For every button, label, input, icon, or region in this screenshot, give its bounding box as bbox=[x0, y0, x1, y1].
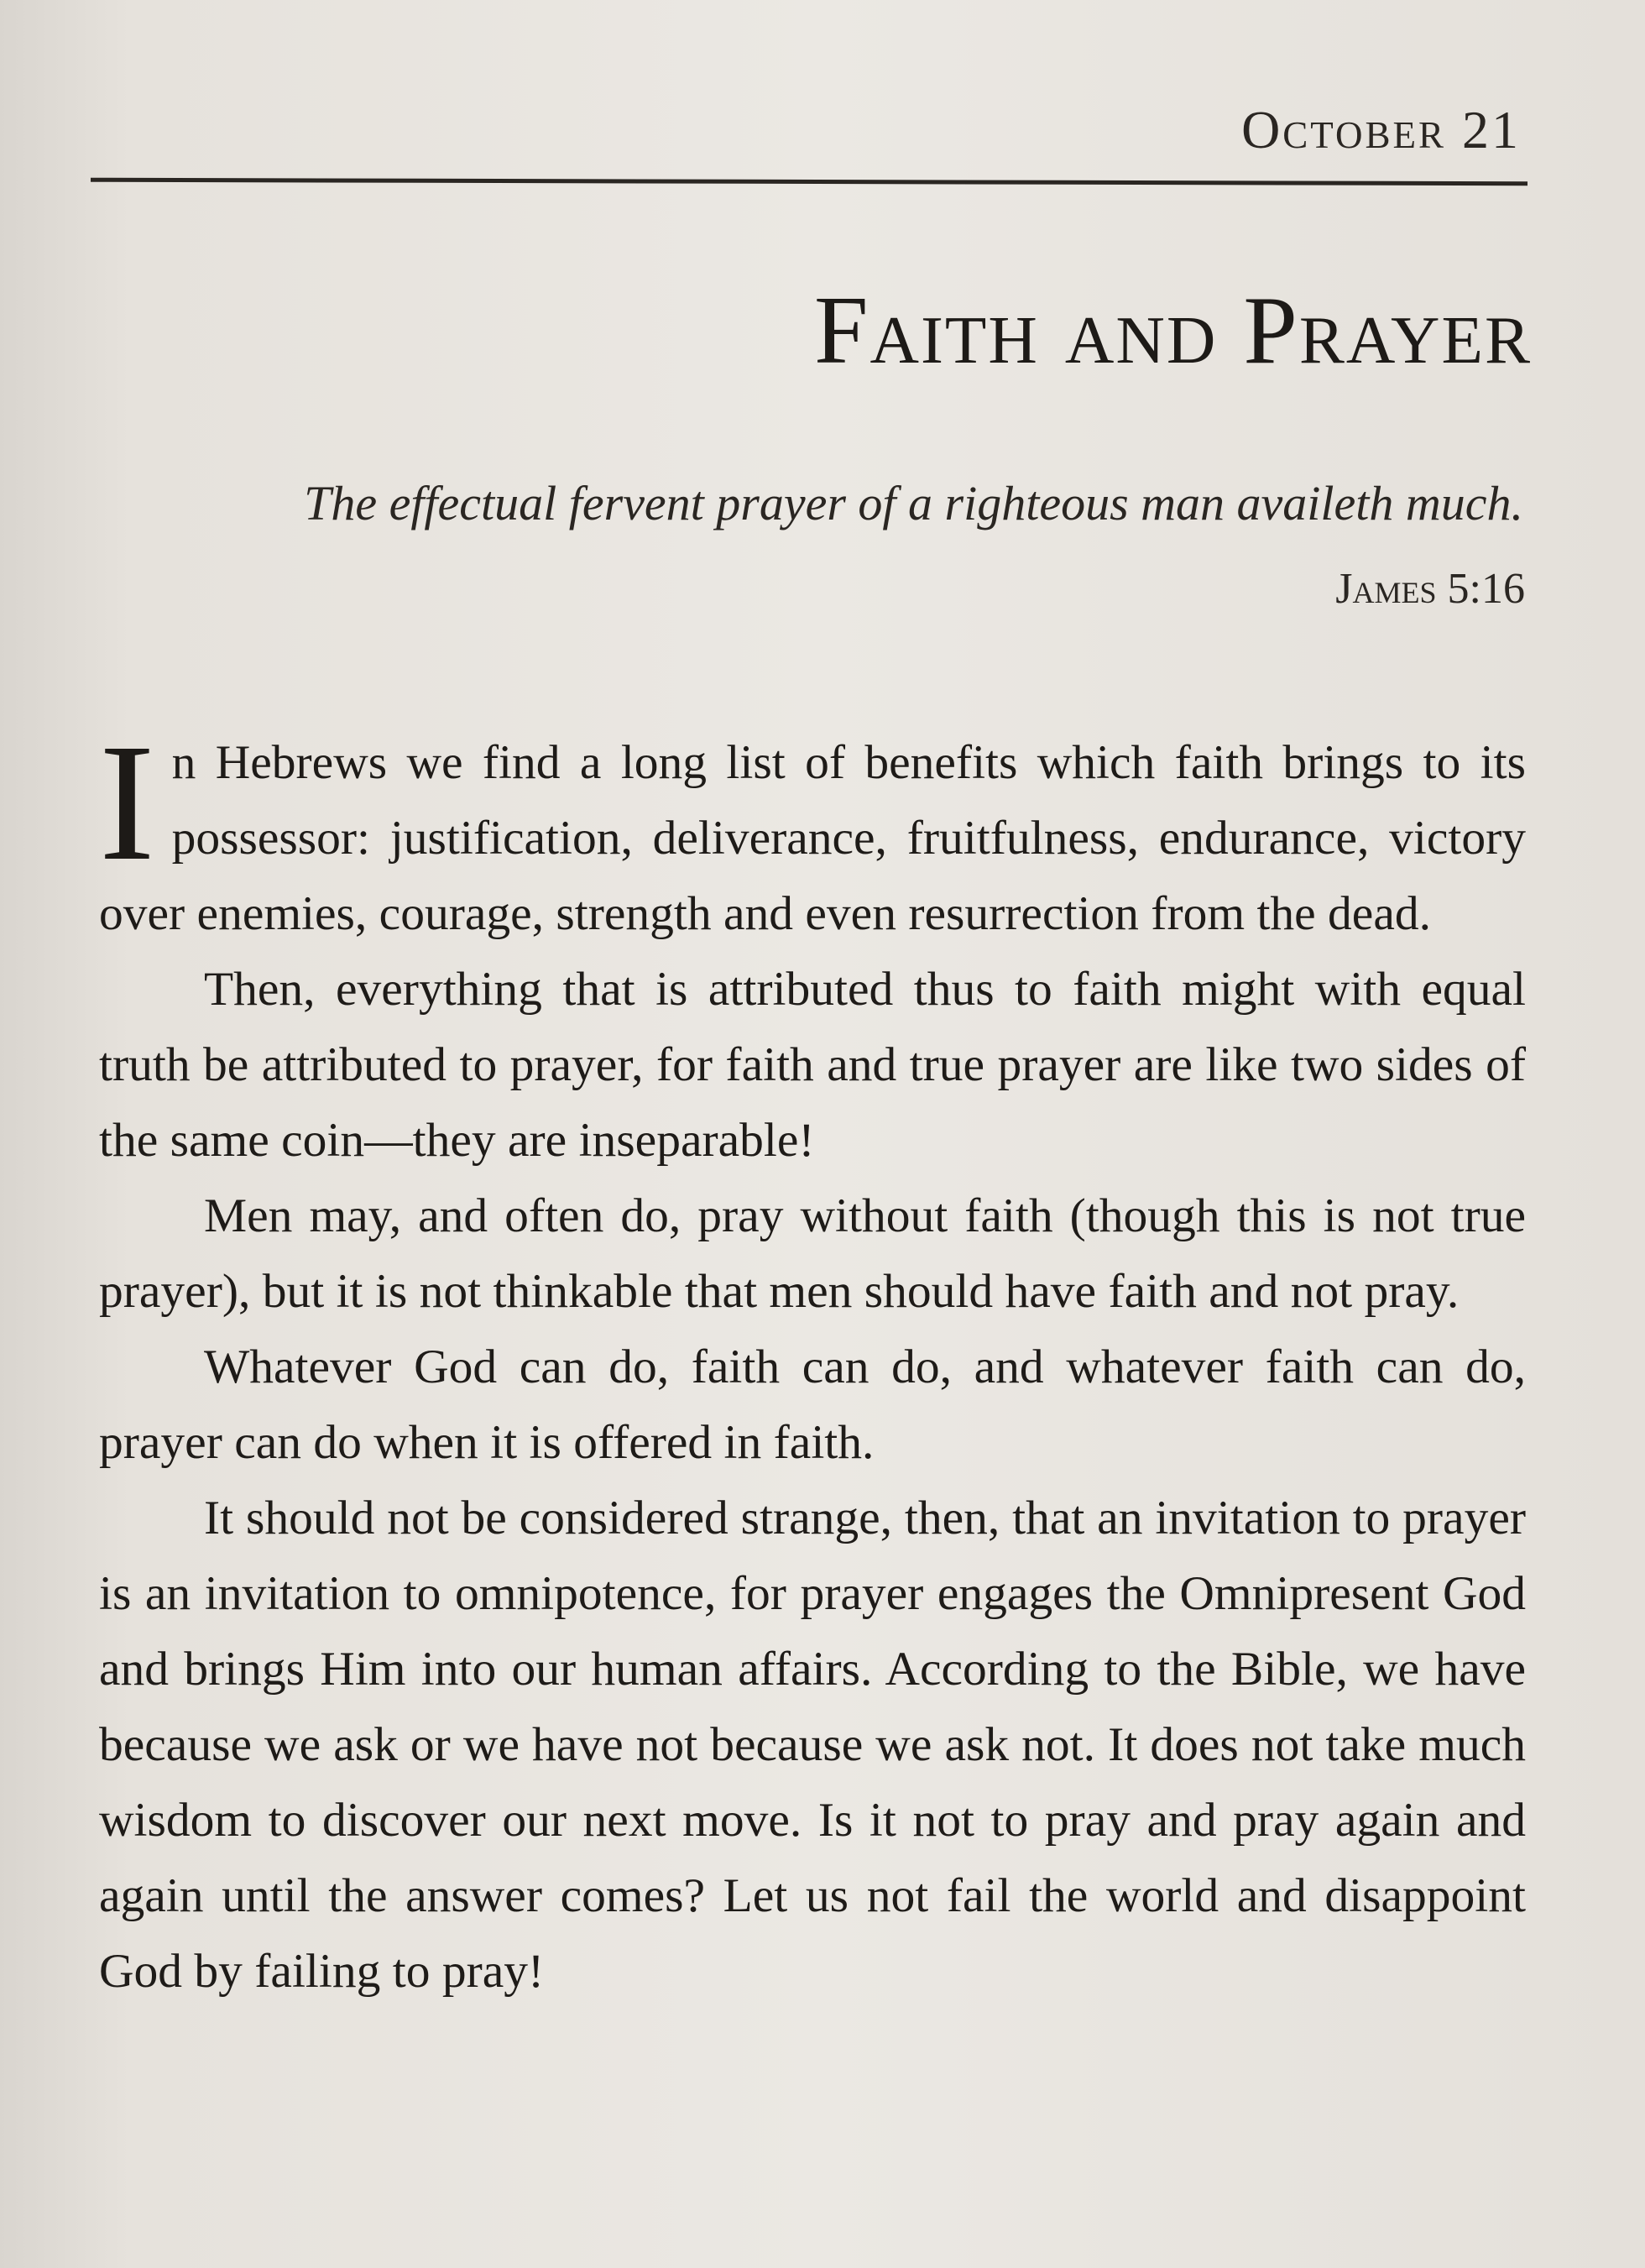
paragraph-4: Whatever God can do, faith can do, and whatever faith can do, prayer can do when it is offered in faith. bbox=[99, 1340, 1526, 1469]
header-rule bbox=[91, 178, 1528, 186]
paragraph-2: Then, everything that is attributed thus to faith might with equal truth be attributed to prayer, for faith and true prayer are like two sides of the same coin—they are inseparable! bbox=[99, 963, 1526, 1167]
paragraph-1-text: n Hebrews we find a long list of benefits which faith brings to its possessor: justification, deliverance, fruitfulness, endurance, victory over enemies, courage, strength and even resurrection from the dead. bbox=[99, 736, 1526, 940]
page-date-header: October 21 bbox=[1241, 100, 1521, 159]
body-text bbox=[99, 710, 1526, 2009]
page-title: Faith and Prayer bbox=[813, 277, 1532, 384]
scripture-reference: James 5:16 bbox=[1335, 565, 1525, 613]
paragraph-5: It should not be considered strange, then, that an invitation to prayer is an invitation to omnipotence, for prayer engages the Omnipresent God and brings Him into our human affairs. According to the Bible, we have because we ask or we have not because we ask not. It does not take much wisdom to discover our next move. Is it not to pray and pray again and again until the answer comes? Let us not fail the world and disappoint God by failing to pray! bbox=[99, 1492, 1526, 1998]
epigraph-text: The effectual fervent prayer of a righteous man availeth much. bbox=[304, 476, 1523, 530]
drop-cap: I bbox=[99, 710, 155, 896]
paragraph-1 bbox=[99, 710, 1526, 952]
paragraph-3: Men may, and often do, pray without faith (though this is not true prayer), but it is not thinkable that men should have faith and not pray. bbox=[99, 1189, 1526, 1318]
